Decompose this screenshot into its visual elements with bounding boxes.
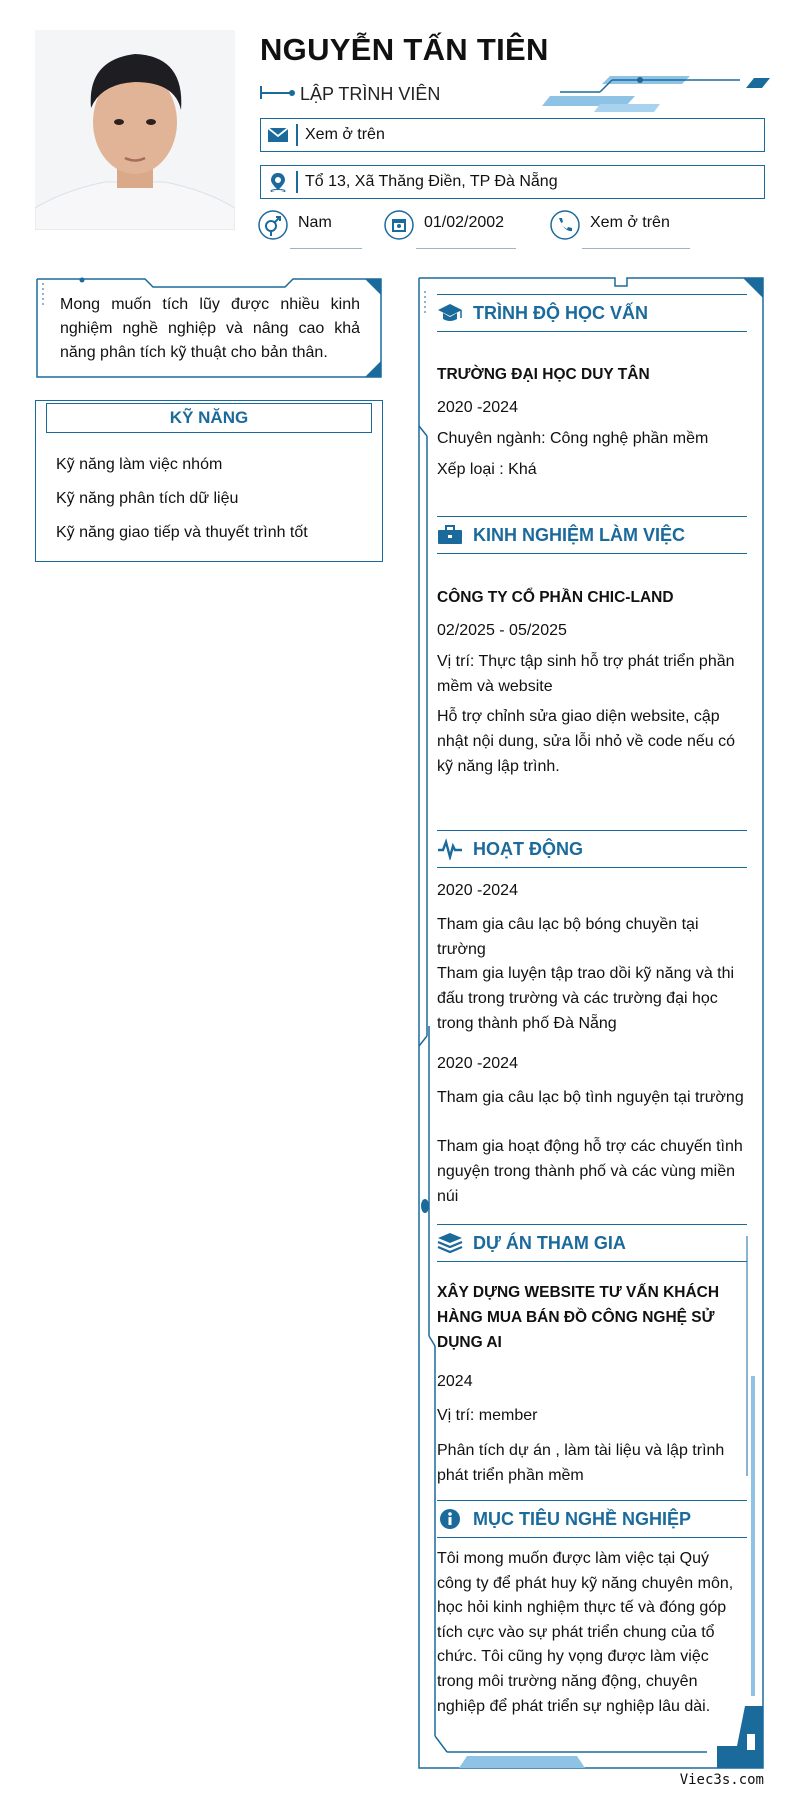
activity-period: 2020 -2024	[437, 1055, 518, 1072]
phone-icon	[550, 210, 580, 240]
activity-line: Tham gia hoạt động hỗ trợ các chuyến tình nguyện trong thành phố và các vùng miền núi	[437, 1138, 743, 1205]
skill-item: Kỹ năng phân tích dữ liệu	[56, 490, 239, 507]
project-description: Phân tích dự án , làm tài liệu và lập trình phát triển phần mềm	[437, 1442, 725, 1484]
candidate-name: NGUYỄN TẤN TIÊN	[260, 32, 549, 67]
education-title: TRÌNH ĐỘ HỌC VẤN	[473, 303, 648, 323]
project-name: XÂY DỰNG WEBSITE TƯ VẤN KHÁCH HÀNG MUA BÁN ĐỒ CÔNG NGHỆ SỬ DỤNG AI	[437, 1284, 720, 1351]
gender-icon	[258, 210, 288, 240]
skill-item: Kỹ năng làm việc nhóm	[56, 456, 223, 473]
project-year: 2024	[437, 1373, 473, 1390]
info-icon	[437, 1508, 463, 1530]
career-goal-title: MỤC TIÊU NGHỀ NGHIỆP	[473, 1509, 692, 1529]
career-goal-text: Tôi mong muốn được làm việc tại Quý công ty để phát huy kỹ năng chuyên môn, học hỏi kinh nghiệm thực tế và đóng góp tích cực vào sự phát triển chung của tổ chức. Tôi cũng hy vọng được làm việc trong môi trường năng động, chuyên nghiệp để phát triển sự nghiệp lâu dài.	[437, 1550, 734, 1715]
school-name: TRƯỜNG ĐẠI HỌC DUY TÂN	[437, 366, 650, 383]
header-decoration	[540, 74, 772, 114]
company-name: CÔNG TY CỔ PHẦN CHIC-LAND	[437, 589, 674, 606]
heartbeat-icon	[437, 838, 463, 860]
activity-period: 2020 -2024	[437, 882, 518, 899]
activities-title: HOẠT ĐỘNG	[473, 839, 583, 859]
activity-line: Tham gia câu lạc bộ tình nguyện tại trường	[437, 1089, 744, 1106]
education-period: 2020 -2024	[437, 399, 518, 416]
profile-photo	[35, 30, 235, 230]
short-objective-box	[35, 277, 383, 379]
activity-line: Tham gia luyện tập trao dồi kỹ năng và thi đấu trong trường và các trường đại học trong thành phố Đà Nẵng	[437, 965, 735, 1032]
short-objective-text: Mong muốn tích lũy được nhiều kinh nghiệm nghề nghiệp và nâng cao khả năng phân tích kỹ thuật cho bản thân.	[60, 296, 360, 361]
experience-period: 02/2025 - 05/2025	[437, 622, 567, 639]
birthday-value: 01/02/2002	[424, 214, 505, 231]
divider	[582, 248, 690, 249]
projects-title: DỰ ÁN THAM GIA	[473, 1233, 626, 1253]
graduation-cap-icon	[437, 302, 463, 324]
experience-title: KINH NGHIỆM LÀM VIỆC	[473, 525, 686, 545]
divider	[416, 248, 516, 249]
education-header	[437, 294, 747, 332]
watermark-text: Viec3s.com	[679, 1772, 764, 1788]
envelope-icon	[267, 125, 289, 145]
calendar-icon	[384, 210, 414, 240]
activity-line: Tham gia câu lạc bộ bóng chuyền tại trường	[437, 916, 699, 958]
email-value: Xem ở trên	[305, 126, 385, 143]
experience-header	[437, 516, 747, 554]
skill-item: Kỹ năng giao tiếp và thuyết trình tốt	[56, 524, 308, 541]
email-field	[260, 118, 765, 152]
address-value: Tổ 13, Xã Thăng Điền, TP Đà Nẵng	[305, 173, 558, 190]
phone-value: Xem ở trên	[590, 214, 670, 231]
career-goal-header	[437, 1500, 747, 1538]
divider	[290, 248, 362, 249]
skills-section	[35, 400, 383, 562]
education-major: Chuyên ngành: Công nghệ phần mềm	[437, 430, 709, 447]
skills-title: KỸ NĂNG	[46, 403, 372, 433]
job-title: LẬP TRÌNH VIÊN	[300, 84, 441, 104]
main-content-panel	[417, 276, 765, 1770]
role-decoration	[262, 92, 292, 94]
briefcase-icon	[437, 524, 463, 546]
address-field	[260, 165, 765, 199]
role-decoration	[289, 90, 295, 96]
experience-position: Vị trí: Thực tập sinh hỗ trợ phát triển phần mềm và website	[437, 653, 735, 695]
location-pin-icon	[267, 172, 289, 192]
projects-header	[437, 1224, 747, 1262]
activities-header	[437, 830, 747, 868]
layers-icon	[437, 1232, 463, 1254]
education-rank: Xếp loại : Khá	[437, 461, 537, 478]
experience-description: Hỗ trợ chỉnh sửa giao diện website, cập nhật nội dung, sửa lỗi nhỏ về code nếu có kỹ năng lập trình.	[437, 708, 736, 775]
project-position: Vị trí: member	[437, 1407, 538, 1424]
gender-value: Nam	[298, 214, 332, 231]
